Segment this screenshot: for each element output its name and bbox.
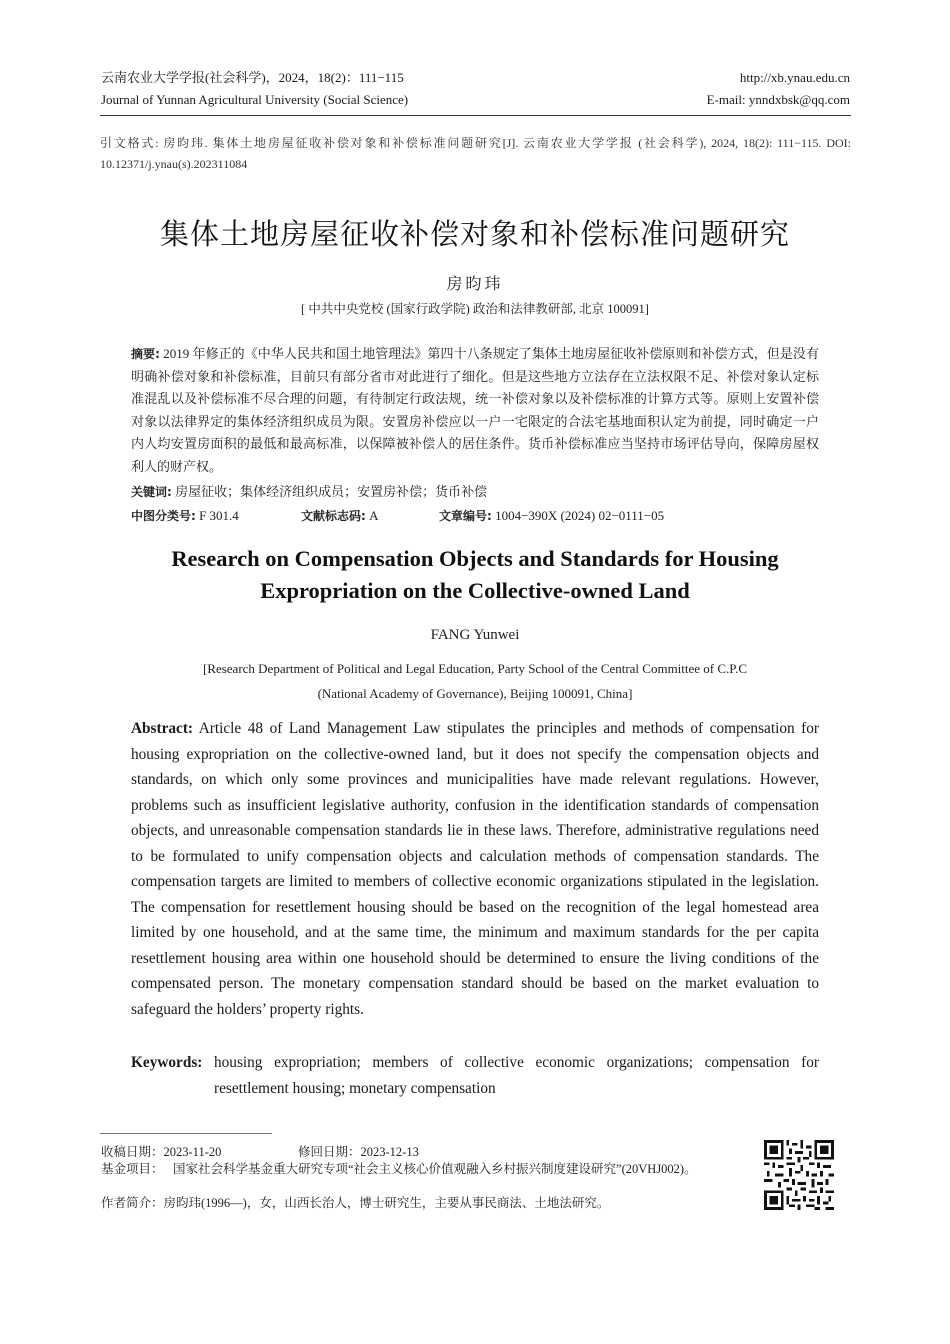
abstract-cn-text: 2019 年修正的《中华人民共和国土地管理法》第四十八条规定了集体土地房屋征收补偿原则和补偿方式，但是没有明确补偿对象和补偿标准，目前只有部分省市对此进行了细化。但是这些地方立法存在立法权限不足、补偿对象认定标准混乱以及补偿标准不尽合理的问题，有待制定行政法规，统一补偿对象以及补偿标准的计算方式等。原则上安置补偿对象以法律界定的集体经济组织成员为限。安置房补偿应以一户一宅限定的合法宅基地面积认定为前提，同时确定一户内人均安置房面积的最低和最高标准，以保障被补偿人的居住条件。货币补偿标准应当坚持市场评估导向，保障房屋权利人的财产权。	[131, 346, 819, 474]
abstract-cn	[131, 343, 819, 478]
abstract-en	[131, 716, 819, 1022]
article-number-label: 文章编号:	[439, 509, 492, 523]
keywords-cn-text: 房屋征收；集体经济组织成员；安置房补偿；货币补偿	[175, 484, 488, 499]
footnote-author-bio: 作者简介：房昀玮(1996—)，女，山西长治人，博士研究生，主要从事民商法、土地法研究。	[101, 1196, 610, 1210]
classification-row	[131, 505, 819, 527]
abstract-cn-label: 摘要:	[131, 347, 160, 361]
footnote-dates	[101, 1144, 766, 1161]
author-name-cn: 房昀玮	[446, 276, 504, 293]
revised-date: 修回日期：2023-12-13	[298, 1145, 419, 1159]
keywords-cn	[131, 481, 819, 503]
paper-title-en	[120, 543, 830, 607]
abstract-en-label: Abstract:	[131, 720, 194, 737]
affiliation-en-line1: [Research Department of Political and Legal Education, Party School of the Central Committee of C.P.C	[202, 661, 748, 676]
footnote-fund	[101, 1161, 766, 1178]
affiliation-cn: [ 中共中央党校 (国家行政学院) 政治和法律教研部, 北京 100091]	[301, 302, 649, 316]
keywords-en-label: Keywords:	[131, 1054, 203, 1071]
journal-name-en: Journal of Yunnan Agricultural University (Social Science)	[101, 92, 409, 107]
qr-code-icon[interactable]	[764, 1140, 834, 1210]
affiliation-en-line2: (National Academy of Governance), Beijing 100091, China]	[317, 686, 633, 701]
paper-title-en-line1: Research on Compensation Objects and Standards for Housing	[171, 546, 779, 571]
document-code	[301, 505, 439, 527]
clc-value: F 301.4	[199, 508, 239, 523]
doc-code-value: A	[369, 508, 379, 523]
clc-label: 中图分类号:	[131, 509, 196, 523]
header-divider	[100, 115, 851, 116]
article-number-value: 1004−390X (2024) 02−0111−05	[495, 508, 665, 523]
footnote-divider	[100, 1133, 272, 1134]
article-number	[439, 505, 664, 527]
keywords-cn-label: 关键词:	[131, 485, 172, 499]
journal-header-left	[101, 67, 408, 111]
received-date: 收稿日期：2023-11-20	[101, 1145, 222, 1159]
journal-header-right	[707, 67, 850, 111]
clc-number	[131, 505, 301, 527]
abstract-en-text: Article 48 of Land Management Law stipulates the principles and methods of compensation for housing expropriation on the collective-owned land, but it does not specify the compensation objects and standards, on which only some provinces and municipalities have made relevant regulations. However, problems such as insufficient legislative authority, confusion in the identification standards of compensation objects, and unreasonable compensation standards lie in these laws. Therefore, administrative regulations need to be formulated to unify compensation objects and calculation methods of compensation standards. The compensation targets are limited to members of collective economic organizations stipulated in the legislation. The compensation for resettlement housing should be based on the recognition of the legal homestead area limited by one household, and at the same time, the minimum and maximum standards for the per capita resettlement housing area within one household should be determined to ensure the living conditions of the compensated person. The monetary compensation standard should be based on the market evaluation to safeguard the holders’ property rights.	[131, 720, 819, 1018]
doc-code-label: 文献标志码:	[301, 509, 366, 523]
journal-url[interactable]: http://xb.ynau.edu.cn	[739, 70, 850, 85]
journal-email[interactable]: E-mail: ynndxbsk@qq.com	[706, 92, 850, 107]
keywords-en-text: housing expropriation; members of collective economic organizations; compensation for resettlement housing; monetary compensation	[214, 1054, 819, 1097]
affiliation-en	[150, 656, 800, 706]
fund-label: 基金项目：	[101, 1162, 164, 1176]
citation-format: 引文格式: 房昀玮. 集体土地房屋征收补偿对象和补偿标准问题研究[J]. 云南农业大学学报 (社会科学), 2024, 18(2): 111−115. DOI: 10.12371/j.ynau(s).202311084	[100, 136, 851, 171]
paper-title-en-line2: Expropriation on the Collective-owned Land	[260, 578, 690, 603]
keywords-en	[131, 1050, 819, 1101]
paper-title-cn: 集体土地房屋征收补偿对象和补偿标准问题研究	[159, 217, 790, 251]
author-name-en: FANG Yunwei	[430, 627, 520, 643]
journal-name-cn: 云南农业大学学报(社会科学)，2024，18(2)：111−115	[101, 70, 404, 85]
fund-text: 国家社会科学基金重大研究专项“社会主义核心价值观融入乡村振兴制度建设研究”(20VHJ002)。	[173, 1162, 697, 1176]
